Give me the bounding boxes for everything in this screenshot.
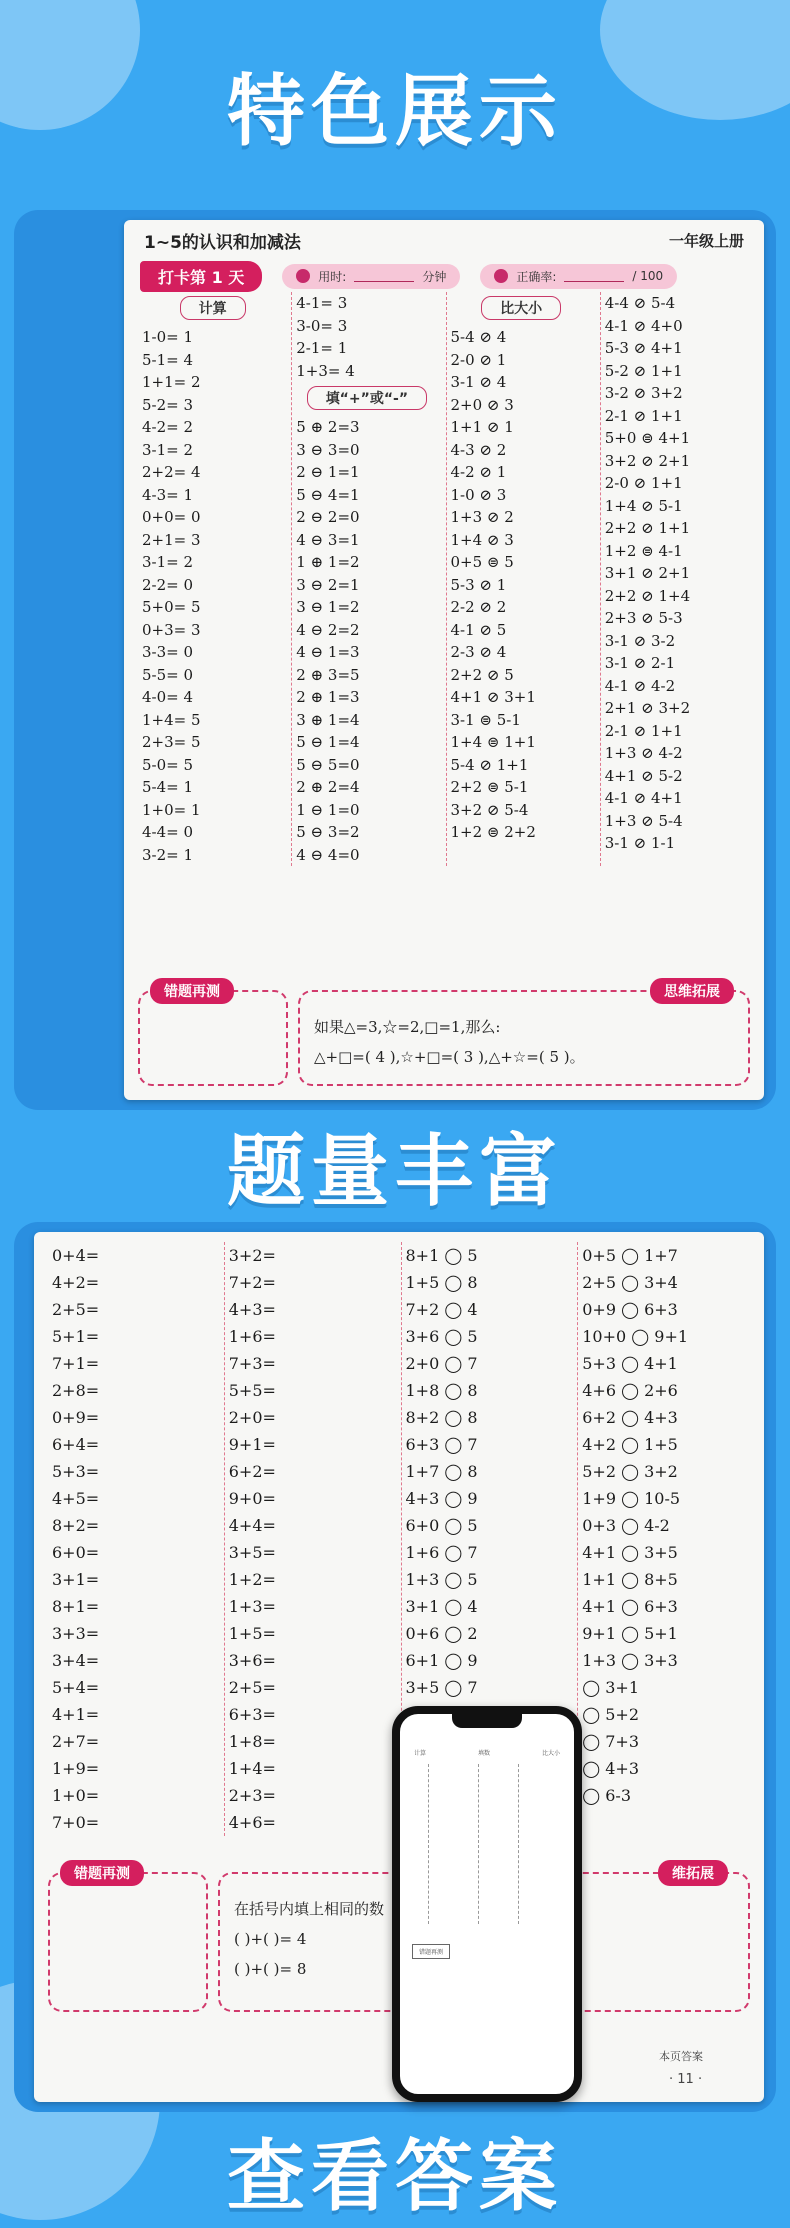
exercise-item: 1+1= 2 bbox=[142, 373, 201, 391]
exercise-item: 2+0 ⊘ 3 bbox=[450, 395, 514, 414]
exercise-item: 3 ⊖ 3=0 bbox=[296, 440, 360, 459]
exercise-item: 5-2= 3 bbox=[142, 395, 194, 414]
exercise-item: 1+8= bbox=[228, 1732, 276, 1751]
exercise-item: 2-0 ⊘ 1 bbox=[450, 350, 507, 369]
exercise-item: 4-1 ⊘ 4+1 bbox=[604, 789, 683, 807]
exercise-item: ◯ 4+3 bbox=[582, 1759, 640, 1778]
exercise-item: 5-4 ⊘ 1+1 bbox=[450, 755, 529, 774]
exercise-item: ◯ 6-3 bbox=[582, 1786, 632, 1805]
time-blank bbox=[354, 270, 414, 282]
exercise-item: 3+4= bbox=[52, 1651, 100, 1670]
exercise-item: 1-0 ⊘ 3 bbox=[450, 485, 507, 504]
exercise-item: 2+8= bbox=[52, 1381, 100, 1400]
puzzle-line-1: 如果△=3,☆=2,□=1,那么: bbox=[314, 1018, 501, 1036]
page-header bbox=[124, 220, 764, 260]
puzzle-text bbox=[300, 992, 748, 1072]
bottom-boxes bbox=[124, 984, 764, 1090]
exercise-item: 4-0= 4 bbox=[142, 688, 194, 706]
exercise-item: 4+2 ◯ 1+5 bbox=[582, 1435, 678, 1454]
box-tag: 思维拓展 bbox=[650, 978, 734, 1004]
exercise-item: 4+3 ◯ 9 bbox=[405, 1489, 478, 1508]
exercise-item: 5 ⊖ 1=4 bbox=[296, 733, 360, 751]
exercise-item: 3-2= 1 bbox=[142, 845, 194, 864]
exercise-item: 2+3= bbox=[228, 1786, 276, 1805]
exercise-item: 2-3 ⊘ 4 bbox=[450, 643, 507, 661]
exercise-item: 2-1 ⊘ 1+1 bbox=[604, 721, 683, 740]
exercise-item: 0+0= 0 bbox=[142, 508, 201, 526]
exercise-item: 3+2 ⊘ 5-4 bbox=[450, 800, 529, 819]
exercise-item: 4-3 ⊘ 2 bbox=[450, 440, 507, 459]
exercise-item: 3+6= bbox=[228, 1651, 276, 1670]
exercise-item: ◯ 5+2 bbox=[582, 1705, 640, 1724]
exercise-item: 4-2 ⊘ 1 bbox=[450, 463, 507, 481]
exercise-item: 3 ⊖ 2=1 bbox=[296, 575, 360, 594]
exercise-item: 2+2 ⊘ 1+4 bbox=[604, 586, 691, 605]
banner-title: 题量丰富 bbox=[226, 1127, 563, 1217]
exercise-item: 1+3 ◯ 3+3 bbox=[582, 1651, 678, 1670]
exercise-item: 5-0= 5 bbox=[142, 755, 194, 774]
exercise-item: 1-0= 1 bbox=[142, 328, 194, 346]
exercise-item: 5+1= bbox=[52, 1327, 100, 1346]
exercise-item: 2+5 ◯ 3+4 bbox=[582, 1273, 678, 1292]
exercise-item: 0+9= bbox=[52, 1408, 100, 1427]
exercise-item: 4+1= bbox=[52, 1705, 100, 1724]
checkin-tag: 打卡第 1 天 bbox=[140, 261, 262, 292]
exercise-item: 8+2= bbox=[52, 1516, 100, 1535]
exercise-item: 1+3 ◯ 5 bbox=[405, 1570, 478, 1589]
exercise-item: 1 ⊖ 1=0 bbox=[296, 800, 360, 819]
exercise-item: 3+5= bbox=[228, 1543, 276, 1562]
time-pill bbox=[282, 264, 460, 289]
exercise-item: 5-4= 1 bbox=[142, 778, 194, 796]
exercise-item: 1+6= bbox=[228, 1327, 276, 1346]
exercise-item: 2+2 ⊘ 1+1 bbox=[604, 519, 691, 537]
exercise-item: 7+3= bbox=[228, 1354, 276, 1373]
answer-note: 本页答案 bbox=[659, 2050, 703, 2063]
exercise-item: 2+1= 3 bbox=[142, 530, 201, 549]
exercise-item: 8+2 ◯ 8 bbox=[405, 1408, 478, 1427]
phone-divider bbox=[428, 1764, 429, 1924]
exercise-item: 3-3= 0 bbox=[142, 643, 194, 661]
exercise-item: 1+4= bbox=[228, 1759, 276, 1778]
exercise-item: ◯ 3+1 bbox=[582, 1678, 640, 1697]
exercise-item: 4-2= 2 bbox=[142, 418, 194, 436]
exercise-item: 4-3= 1 bbox=[142, 485, 194, 504]
compare-column bbox=[446, 292, 596, 866]
phone-screen bbox=[408, 1744, 566, 2084]
exercise-item: 5+5= bbox=[228, 1381, 276, 1400]
exercise-item: 4-1 ⊘ 4-2 bbox=[604, 676, 676, 695]
exercise-item: 1+5= bbox=[228, 1624, 276, 1643]
exercise-item: 2 ⊖ 2=0 bbox=[296, 508, 360, 526]
puzzle-line-2: △+□=( 4 ),☆+□=( 3 ),△+☆=( 5 )。 bbox=[314, 1048, 585, 1066]
exercise-item: 3-1 ⊘ 3-2 bbox=[604, 631, 676, 650]
exercise-item: 1+6 ◯ 7 bbox=[405, 1543, 478, 1562]
exercise-item: 3-1 ⊘ 1-1 bbox=[604, 834, 676, 852]
exercise-item: 3+6 ◯ 5 bbox=[405, 1327, 478, 1346]
exercise-item: 4+6 ◯ 2+6 bbox=[582, 1381, 678, 1400]
workbook-page-1 bbox=[124, 220, 764, 1100]
column-heading: 计算 bbox=[180, 296, 246, 320]
exercise-item: 3+1 ◯ 4 bbox=[405, 1597, 478, 1616]
mistake-retest-box bbox=[48, 1866, 208, 2012]
exercise-item: 1+3 ⊘ 5-4 bbox=[604, 811, 683, 830]
exercise-item: 5 ⊕ 2=3 bbox=[296, 418, 360, 436]
exercise-item: 4-4= 0 bbox=[142, 823, 194, 841]
exercise-item: 4 ⊖ 2=2 bbox=[296, 620, 360, 639]
exercise-columns bbox=[124, 292, 764, 866]
exercise-item: 1+0= bbox=[52, 1786, 100, 1805]
exercise-item: 5-3 ⊘ 4+1 bbox=[604, 339, 683, 357]
exercise-item: 0+9 ◯ 6+3 bbox=[582, 1300, 678, 1319]
exercise-item: 3-1= 2 bbox=[142, 553, 194, 571]
exercise-item: 7+0= bbox=[52, 1813, 100, 1832]
exercise-item: 6+3= bbox=[228, 1705, 276, 1724]
exercise-item: 7+2= bbox=[228, 1273, 276, 1292]
time-unit: 分钟 bbox=[422, 269, 447, 284]
mistake-retest-box bbox=[138, 984, 288, 1086]
exercise-item: 1+4= 5 bbox=[142, 710, 201, 729]
exercise-item: 4+1 ⊘ 5-2 bbox=[604, 766, 683, 785]
exercise-item: 4-1 ⊘ 5 bbox=[450, 620, 507, 639]
exercise-item: 1+9= bbox=[52, 1759, 100, 1778]
exercise-item: 1+2 ⊜ 4-1 bbox=[604, 541, 683, 560]
exercise-item: 2-2= 0 bbox=[142, 575, 194, 594]
compare-column-2 bbox=[577, 1242, 750, 1836]
fill-line-3: ( )+( )= 8 bbox=[234, 1960, 307, 1978]
trophy-icon bbox=[494, 269, 508, 283]
exercise-item: 6+0= bbox=[52, 1543, 100, 1562]
phone-col-b: 填数 bbox=[477, 1750, 490, 1757]
checkin-bar bbox=[124, 260, 764, 292]
exercise-item: 2+5= bbox=[52, 1300, 100, 1319]
exercise-item: 5+2 ◯ 3+2 bbox=[582, 1462, 678, 1481]
column-heading: 填“+”或“-” bbox=[307, 386, 427, 410]
exercise-item: 7+2 ◯ 4 bbox=[405, 1300, 478, 1319]
exercise-item: 5+3 ◯ 4+1 bbox=[582, 1354, 678, 1373]
fill-line-1: 在括号内填上相同的数 bbox=[234, 1900, 385, 1918]
exercise-item: 5+0= 5 bbox=[142, 598, 201, 616]
exercise-item: 5+0 ⊜ 4+1 bbox=[604, 429, 691, 447]
exercise-item: 3+1 ⊘ 2+1 bbox=[604, 564, 691, 582]
banner-bottom bbox=[0, 2112, 790, 2228]
exercise-item: 3+1= bbox=[52, 1570, 100, 1589]
exercise-item: 4 ⊖ 3=1 bbox=[296, 530, 360, 549]
exercise-item: 6+3 ◯ 7 bbox=[405, 1435, 478, 1454]
exercise-item: 2+7= bbox=[52, 1732, 100, 1751]
exercise-item: 7+1= bbox=[52, 1354, 100, 1373]
compare-column-2 bbox=[600, 292, 750, 866]
calc-column bbox=[48, 1242, 220, 1836]
phone-retest-label: 错题再测 bbox=[412, 1944, 450, 1959]
exercise-item: 2+5= bbox=[228, 1678, 276, 1697]
exercise-item: 1+0= 1 bbox=[142, 800, 201, 819]
exercise-item: 4+2= bbox=[52, 1273, 100, 1292]
accuracy-blank bbox=[564, 270, 624, 282]
exercise-item: 5 ⊖ 4=1 bbox=[296, 485, 360, 504]
exercise-item: 4 ⊖ 1=3 bbox=[296, 643, 360, 661]
exercise-item: 1+3 ⊘ 4-2 bbox=[604, 744, 683, 762]
fill-sign-column bbox=[291, 292, 441, 866]
exercise-item: 1 ⊕ 1=2 bbox=[296, 553, 360, 571]
exercise-item: 3-1 ⊘ 2-1 bbox=[604, 654, 676, 672]
exercise-item: 10+0 ◯ 9+1 bbox=[582, 1327, 689, 1346]
accuracy-unit: / 100 bbox=[632, 269, 664, 283]
exercise-item: 1+4 ⊘ 3 bbox=[450, 530, 514, 549]
calc-column-2 bbox=[224, 1242, 397, 1836]
exercise-item: 2+2= 4 bbox=[142, 463, 201, 481]
exercise-item: 1+1 ◯ 8+5 bbox=[582, 1570, 678, 1589]
exercise-item: 2+0 ◯ 7 bbox=[405, 1354, 478, 1373]
phone-col-a: 计算 bbox=[414, 1750, 427, 1757]
banner-middle bbox=[0, 1110, 790, 1220]
exercise-item: 3-1= 2 bbox=[142, 440, 194, 459]
product-photo-1 bbox=[14, 210, 776, 1110]
exercise-item: 4+5= bbox=[52, 1489, 100, 1508]
thinking-box bbox=[298, 984, 750, 1086]
exercise-item: 1+2= bbox=[228, 1570, 276, 1589]
exercise-item: 1+8 ◯ 8 bbox=[405, 1381, 478, 1400]
exercise-item: 2+2 ⊜ 5-1 bbox=[450, 778, 529, 796]
exercise-item: 4+1 ◯ 3+5 bbox=[582, 1543, 678, 1562]
exercise-item: 5-1= 4 bbox=[142, 350, 194, 369]
exercise-item: 5-5= 0 bbox=[142, 665, 194, 684]
exercise-item: 8+1= bbox=[52, 1597, 100, 1616]
exercise-item: 9+1= bbox=[228, 1435, 276, 1454]
exercise-item: 4+6= bbox=[228, 1813, 276, 1832]
chapter-title: 1~5的认识和加减法 bbox=[144, 232, 301, 253]
exercise-item: 0+6 ◯ 2 bbox=[405, 1624, 478, 1643]
fill-line-2: ( )+( )= 4 bbox=[234, 1930, 307, 1948]
phone-col-c: 比大小 bbox=[541, 1750, 560, 1757]
phone-screen-header bbox=[408, 1744, 566, 1761]
exercise-item: 6+1 ◯ 9 bbox=[405, 1651, 478, 1670]
accuracy-label: 正确率: bbox=[516, 269, 557, 284]
exercise-item: 9+1 ◯ 5+1 bbox=[582, 1624, 678, 1643]
exercise-item: 2+1 ⊘ 3+2 bbox=[604, 699, 691, 717]
column-heading: 比大小 bbox=[481, 296, 561, 320]
exercise-item: 0+3 ◯ 4-2 bbox=[582, 1516, 670, 1535]
exercise-item: 1+4 ⊘ 5-1 bbox=[604, 496, 683, 515]
exercise-item: 3 ⊕ 1=4 bbox=[296, 710, 360, 729]
box-tag: 维拓展 bbox=[658, 1860, 728, 1886]
banner-title: 特色展示 bbox=[226, 67, 563, 157]
exercise-item: 6+4= bbox=[52, 1435, 100, 1454]
exercise-item: 4 ⊖ 4=0 bbox=[296, 845, 360, 864]
exercise-item: 2+3= 5 bbox=[142, 733, 201, 751]
exercise-item: 3+3= bbox=[52, 1624, 100, 1643]
page-number: · 11 · bbox=[669, 2072, 703, 2087]
exercise-item: 5-3 ⊘ 1 bbox=[450, 575, 507, 594]
exercise-item: 2 ⊖ 1=1 bbox=[296, 463, 360, 481]
exercise-item: 6+0 ◯ 5 bbox=[405, 1516, 478, 1535]
exercise-item: 3 ⊖ 1=2 bbox=[296, 598, 360, 616]
exercise-item: 5+4= bbox=[52, 1678, 100, 1697]
exercise-item: 4+3= bbox=[228, 1300, 276, 1319]
exercise-item: 6+2= bbox=[228, 1462, 276, 1481]
clock-icon bbox=[296, 269, 310, 283]
exercise-item: 4-1= 3 bbox=[296, 294, 348, 312]
exercise-item: 5-2 ⊘ 1+1 bbox=[604, 361, 683, 380]
exercise-item: 1+9 ◯ 10-5 bbox=[582, 1489, 681, 1508]
exercise-item: 2+0= bbox=[228, 1408, 276, 1427]
exercise-item: 4+1 ⊘ 3+1 bbox=[450, 688, 536, 706]
exercise-item: 1+5 ◯ 8 bbox=[405, 1273, 478, 1292]
exercise-item: 1+3 ⊘ 2 bbox=[450, 508, 514, 526]
phone-divider bbox=[478, 1764, 479, 1924]
phone-mockup bbox=[392, 1706, 582, 2102]
exercise-item: 9+0= bbox=[228, 1489, 276, 1508]
exercise-item: 0+5 ⊜ 5 bbox=[450, 553, 514, 571]
phone-notch bbox=[452, 1714, 522, 1728]
box-tag: 错题再测 bbox=[60, 1860, 144, 1886]
banner-top bbox=[0, 50, 790, 160]
exercise-item: 5+3= bbox=[52, 1462, 100, 1481]
exercise-item: 2-0 ⊘ 1+1 bbox=[604, 474, 683, 492]
exercise-item: 2+3 ⊘ 5-3 bbox=[604, 609, 683, 627]
exercise-item: 8+1 ◯ 5 bbox=[405, 1246, 478, 1265]
exercise-item: 6+2 ◯ 4+3 bbox=[582, 1408, 678, 1427]
exercise-item: 3+2= bbox=[228, 1246, 276, 1265]
exercise-item: 3+2 ⊘ 2+1 bbox=[604, 451, 691, 470]
exercise-item: 3-1 ⊜ 5-1 bbox=[450, 710, 521, 729]
banner-title: 查看答案 bbox=[226, 2132, 563, 2222]
time-label: 用时: bbox=[318, 269, 347, 284]
exercise-item: 0+5 ◯ 1+7 bbox=[582, 1246, 678, 1265]
exercise-item: 0+3= 3 bbox=[142, 620, 201, 639]
exercise-item: 1+3= 4 bbox=[296, 361, 355, 380]
exercise-item: 2-2 ⊘ 2 bbox=[450, 598, 507, 616]
exercise-item: 2-1 ⊘ 1+1 bbox=[604, 406, 683, 425]
exercise-item: 2 ⊕ 1=3 bbox=[296, 688, 360, 706]
exercise-item: 1+2 ⊜ 2+2 bbox=[450, 823, 536, 841]
exercise-item: 5-4 ⊘ 4 bbox=[450, 328, 507, 346]
exercise-item: 1+4 ⊜ 1+1 bbox=[450, 733, 536, 751]
calc-column bbox=[138, 292, 287, 866]
exercise-item: 4+1 ◯ 6+3 bbox=[582, 1597, 678, 1616]
exercise-item: 0+4= bbox=[52, 1246, 100, 1265]
exercise-item: 4+4= bbox=[228, 1516, 276, 1535]
exercise-item: 2 ⊕ 3=5 bbox=[296, 665, 360, 684]
exercise-item: 3-1 ⊘ 4 bbox=[450, 373, 507, 391]
exercise-item: 2+2 ⊘ 5 bbox=[450, 665, 514, 684]
exercise-item: 5 ⊖ 3=2 bbox=[296, 823, 360, 841]
box-tag: 错题再测 bbox=[150, 978, 234, 1004]
exercise-item: 3-2 ⊘ 3+2 bbox=[604, 384, 683, 402]
exercise-item: 4-4 ⊘ 5-4 bbox=[604, 294, 676, 312]
exercise-item: 2 ⊕ 2=4 bbox=[296, 778, 360, 796]
exercise-item: ◯ 7+3 bbox=[582, 1732, 640, 1751]
grade-label: 一年级上册 bbox=[668, 231, 744, 250]
exercise-item: 2-1= 1 bbox=[296, 339, 348, 357]
exercise-item: 4-1 ⊘ 4+0 bbox=[604, 316, 683, 335]
exercise-item: 1+7 ◯ 8 bbox=[405, 1462, 478, 1481]
exercise-item: 1+3= bbox=[228, 1597, 276, 1616]
accuracy-pill bbox=[480, 264, 677, 289]
exercise-item: 1+1 ⊘ 1 bbox=[450, 418, 514, 436]
exercise-item: 5 ⊖ 5=0 bbox=[296, 755, 360, 774]
exercise-item: 3-0= 3 bbox=[296, 316, 348, 335]
phone-divider bbox=[518, 1764, 519, 1924]
exercise-item: 3+5 ◯ 7 bbox=[405, 1678, 478, 1697]
